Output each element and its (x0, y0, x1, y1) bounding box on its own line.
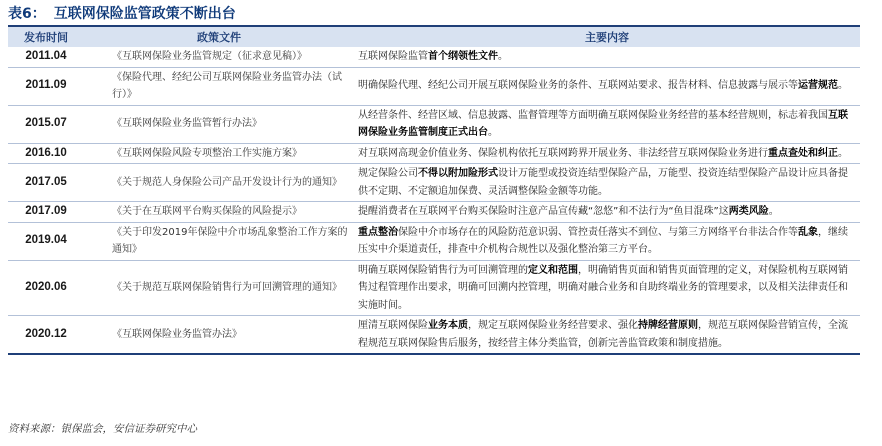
content-text: 。 (838, 147, 848, 159)
table-row (8, 105, 860, 143)
row-date: 2019.04 (25, 234, 67, 247)
content-highlight: 持牌经营原则 (638, 320, 698, 331)
content-text: 。 (488, 127, 498, 138)
row-content (354, 316, 860, 355)
row-policy: 《关于在互联网平台购买保险的风险提示》 (112, 206, 302, 217)
row-date: 2015.07 (25, 117, 67, 130)
row-content (354, 260, 860, 316)
row-policy: 《互联网保险业务监管暂行办法》 (112, 118, 262, 130)
row-content (354, 143, 860, 164)
row-policy: 《保险代理、经纪公司互联网保险业务监管办法（试行）》 (112, 71, 342, 100)
row-content (354, 105, 860, 143)
content-text: 设计万能型或投资连结型保险产品，万能型、投资连结型保险产品设计应具备提供不定期、不定额追加保费、灵活调整保险金额等功能。 (358, 168, 848, 197)
row-policy: 《关于规范互联网保险销售行为可回溯管理的通知》 (112, 282, 342, 293)
content-highlight: 互联网保险业务监管制度正式出台 (358, 109, 848, 138)
content-highlight: 业务本质 (428, 320, 468, 331)
table-number: 表6： (8, 6, 46, 22)
header-row (8, 27, 860, 47)
table-row (8, 260, 860, 316)
content-text: 厘清互联网保险 (358, 320, 428, 331)
content-text: ，规范互联网保险营销宣传，全流程规范互联网保险售后服务，按经营主体分类监管，创新完善监管政策和制度措施。 (358, 320, 848, 349)
content-text: 对互联网高现金价值业务、保险机构依托互联网跨界开展业务、非法经营互联网保险业务进行 (358, 147, 768, 159)
table-row (8, 47, 860, 67)
header-date: 发布时间 (8, 27, 84, 47)
row-content (354, 164, 860, 202)
content-text: 明确保险代理、经纪公司开展互联网保险业务的条件、互联网站要求、报告材料、信息披露与展示等 (358, 80, 798, 92)
content-highlight: 重点查处和纠正 (768, 147, 838, 159)
row-date: 2020.06 (25, 281, 67, 293)
content-highlight: 重点整治 (358, 226, 398, 238)
policy-table (8, 27, 860, 355)
table-row (8, 222, 860, 260)
row-date: 2011.04 (25, 50, 67, 62)
content-highlight: 不得以附加险形式 (418, 168, 498, 179)
row-content (354, 47, 860, 67)
content-text: 。 (838, 80, 848, 92)
row-policy: 《互联网保险业务监管办法》 (112, 328, 242, 340)
content-text: 提醒消费者在互联网平台购买保险时注意产品宣传藏“忽悠”和不法行为“鱼目混珠”这 (358, 206, 729, 217)
header-content: 主要内容 (354, 27, 860, 47)
content-text: 从经营条件、经营区域、信息披露、监督管理等方面明确互联网保险业务经营的基本经营规则，标志着我国 (358, 109, 828, 121)
content-text: 。 (768, 206, 779, 217)
content-text: 。 (498, 51, 508, 62)
table-row (8, 143, 860, 164)
row-policy: 《关于印发2019年保险中介市场乱象整治工作方案的通知》 (112, 226, 348, 255)
row-date: 2020.12 (25, 327, 67, 340)
table-title (8, 4, 236, 24)
content-text: 互联网保险监管 (358, 51, 428, 62)
row-policy: 《互联网保险业务监管规定（征求意见稿）》 (112, 51, 307, 62)
table-row (8, 67, 860, 105)
content-text: 规定保险公司 (358, 168, 418, 179)
content-highlight: 运营规范 (798, 80, 838, 92)
content-text: ，明确销售页面和销售页面管理的定义，对保险机构互联网销售过程管理作出要求，明确可回溯内控管理，明确对融合业务和自助终端业务的管理要求，以及相关法律责任和实施时间。 (358, 264, 848, 311)
content-text: 明确互联网保险销售行为可回溯管理的 (358, 264, 528, 276)
row-content (354, 202, 860, 223)
header-policy: 政策文件 (84, 27, 354, 47)
content-text: ，继续压实中介渠道责任，排查中介机构合规性以及强化整治第三方平台。 (358, 226, 848, 255)
content-highlight: 首个纲领性文件 (428, 51, 498, 62)
table-row (8, 202, 860, 223)
table-row (8, 316, 860, 355)
content-text: ，规定互联网保险业务经营要求、强化 (468, 320, 638, 331)
content-highlight: 定义和范围 (528, 264, 578, 276)
content-highlight: 两类风险 (728, 206, 769, 217)
source-note: 资料来源：银保监会，安信证券研究中心 (8, 423, 197, 435)
row-date: 2017.05 (25, 175, 67, 188)
row-policy: 《关于规范人身保险公司产品开发设计行为的通知》 (112, 176, 342, 188)
row-content (354, 67, 860, 105)
row-policy: 《互联网保险风险专项整治工作实施方案》 (112, 147, 302, 159)
content-text: 保险中介市场存在的风险防范意识弱、管控责任落实不到位、与第三方网络平台非法合作等 (398, 226, 798, 238)
table-title-text: 互联网保险监管政策不断出台 (53, 6, 236, 22)
content-highlight: 乱象 (798, 226, 818, 238)
row-date: 2011.09 (25, 79, 67, 92)
row-content (354, 222, 860, 260)
table-row (8, 164, 860, 202)
row-date: 2016.10 (25, 146, 67, 159)
row-date: 2017.09 (25, 205, 67, 217)
